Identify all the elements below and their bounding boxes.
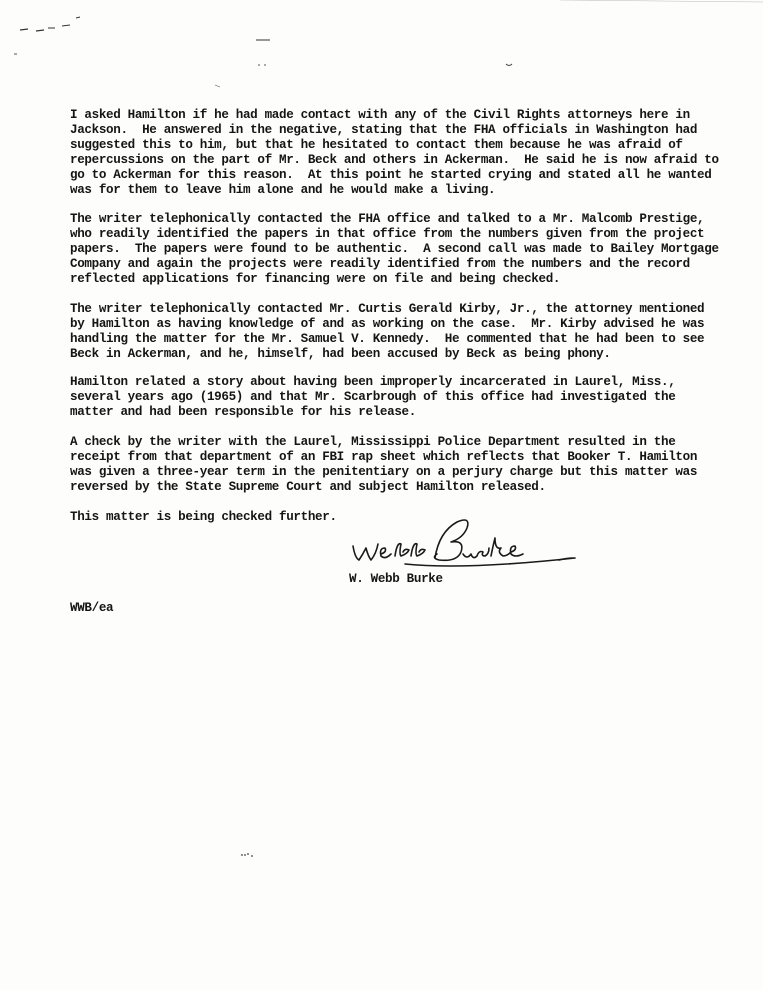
text-line: Jackson. He answered in the negative, stating that the FHA officials in Washington had	[70, 123, 698, 137]
text-line: I asked Hamilton if he had made contact with any of the Civil Rights attorneys here in	[70, 108, 690, 122]
scan-artifacts	[0, 0, 763, 120]
text-line: by Hamilton as having knowledge of and as working on the case. Mr. Kirby advised he was	[70, 317, 705, 331]
text-line: reflected applications for financing were on file and being checked.	[70, 272, 561, 286]
paragraph-1	[70, 108, 750, 198]
text-line: matter and had been responsible for his release.	[70, 405, 416, 419]
scan-artifacts-lower	[230, 845, 260, 865]
text-line: suggested this to him, but that he hesitated to contact them because he was afraid of	[70, 138, 683, 152]
paragraph-3	[70, 302, 750, 362]
text-line: Hamilton related a story about having been improperly incarcerated in Laurel, Miss.,	[70, 375, 676, 389]
text-line: Company and again the projects were readily identified from the numbers and the record	[70, 257, 690, 271]
paragraph-5	[70, 435, 750, 495]
paragraph-2	[70, 212, 750, 287]
text-line: The writer telephonically contacted the FHA office and talked to a Mr. Malcomb Prestige,	[70, 212, 705, 226]
text-line: receipt from that department of an FBI rap sheet which reflects that Booker T. Hamilton	[70, 450, 698, 464]
text-line: handling the matter for the Mr. Samuel V. Kennedy. He commented that he had been to see	[70, 332, 705, 346]
text-line: Beck in Ackerman, and he, himself, had been accused by Beck as being phony.	[70, 347, 611, 361]
signature-name: W. Webb Burke	[349, 572, 443, 586]
text-line: A check by the writer with the Laurel, Mississippi Police Department resulted in the	[70, 435, 676, 449]
text-line: repercussions on the part of Mr. Beck and others in Ackerman. He said he is now afraid to	[70, 153, 719, 167]
text-line: The writer telephonically contacted Mr. Curtis Gerald Kirby, Jr., the attorney mentioned	[70, 302, 705, 316]
text-line: reversed by the State Supreme Court and subject Hamilton released.	[70, 480, 546, 494]
typist-initials: WWB/ea	[70, 601, 114, 615]
text-line: several years ago (1965) and that Mr. Scarbrough of this office had investigated the	[70, 390, 676, 404]
text-line: papers. The papers were found to be authentic. A second call was made to Bailey Mortgage	[70, 242, 719, 256]
text-line: go to Ackerman for this reason. At this point he started crying and stated all he wanted	[70, 168, 712, 182]
text-line: This matter is being checked further.	[70, 510, 337, 524]
text-line: was for them to leave him alone and he would make a living.	[70, 183, 496, 197]
text-line: was given a three-year term in the penitentiary on a perjury charge but this matter was	[70, 465, 698, 479]
paragraph-4	[70, 375, 750, 420]
handwritten-signature	[345, 512, 585, 574]
text-line: who readily identified the papers in that office from the numbers given from the project	[70, 227, 705, 241]
